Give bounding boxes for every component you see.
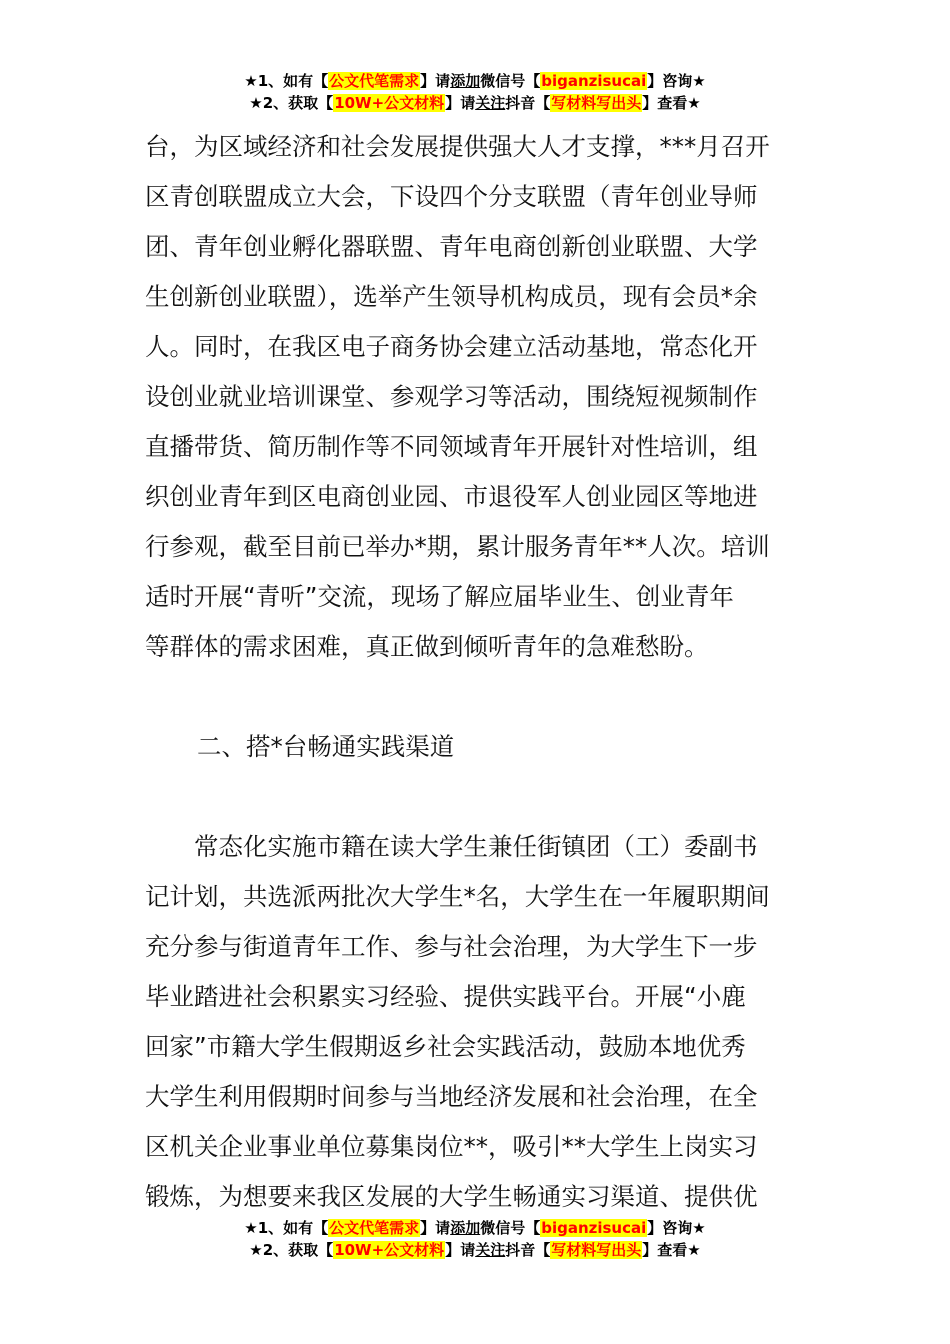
section-heading bbox=[145, 722, 807, 772]
banner-underlined: 关注 bbox=[475, 1241, 506, 1259]
banner-text: ★1、如有【 bbox=[244, 72, 329, 90]
banner-highlight: biganzisucai bbox=[541, 1219, 647, 1237]
top-banner bbox=[0, 70, 950, 114]
banner-text: 抖音【 bbox=[505, 94, 551, 112]
text-line: 锻炼，为想要来我区发展的大学生畅通实习渠道、提供优 bbox=[145, 1182, 758, 1211]
banner-text: 】咨询★ bbox=[647, 72, 706, 90]
text-line: 大学生利用假期时间参与当地经济发展和社会治理，在全 bbox=[145, 1082, 758, 1111]
banner-line-1 bbox=[0, 70, 950, 92]
banner-highlight: 写材料写出头 bbox=[551, 94, 642, 112]
banner-underlined: 添加 bbox=[450, 72, 481, 90]
text-line: 毕业踏进社会积累实习经验、提供实践平台。开展“小鹿 bbox=[145, 982, 746, 1011]
text-line: 直播带货、简历制作等不同领域青年开展针对性培训，组 bbox=[145, 432, 758, 461]
text-line: 行参观，截至目前已举办*期，累计服务青年**人次。培训 bbox=[145, 532, 770, 561]
banner-text: 微信号【 bbox=[480, 1219, 541, 1237]
text-line: 区青创联盟成立大会，下设四个分支联盟（青年创业导师 bbox=[145, 182, 758, 211]
text-line: 记计划，共选派两批次大学生*名，大学生在一年履职期间 bbox=[145, 882, 770, 911]
text-line: 回家”市籍大学生假期返乡社会实践活动，鼓励本地优秀 bbox=[145, 1032, 746, 1061]
document-body bbox=[145, 122, 807, 1222]
text-line: 团、青年创业孵化器联盟、青年电商创新创业联盟、大学 bbox=[145, 232, 758, 261]
text-line: 织创业青年到区电商创业园、市退役军人创业园区等地进 bbox=[145, 482, 758, 511]
banner-text: 抖音【 bbox=[505, 1241, 551, 1259]
banner-line-2 bbox=[0, 1239, 950, 1261]
banner-text: 】请 bbox=[420, 72, 451, 90]
text-line: 台，为区域经济和社会发展提供强大人才支撑，***月召开 bbox=[145, 132, 770, 161]
banner-text: 微信号【 bbox=[480, 72, 541, 90]
text-line: 等群体的需求困难，真正做到倾听青年的急难愁盼。 bbox=[145, 632, 709, 661]
banner-line-2 bbox=[0, 92, 950, 114]
banner-text: 】查看★ bbox=[642, 1241, 701, 1259]
banner-text: ★2、获取【 bbox=[249, 1241, 334, 1259]
text-line: 生创新创业联盟），选举产生领导机构成员，现有会员*余 bbox=[145, 282, 758, 311]
banner-underlined: 关注 bbox=[475, 94, 506, 112]
text-line: 区机关企业事业单位募集岗位**，吸引**大学生上岗实习 bbox=[145, 1132, 758, 1161]
paragraph-1 bbox=[145, 122, 807, 672]
section-heading-text: 二、搭*台畅通实践渠道 bbox=[197, 732, 455, 761]
banner-highlight: 公文代笔需求 bbox=[329, 1219, 420, 1237]
banner-line-1 bbox=[0, 1217, 950, 1239]
banner-text: 】请 bbox=[445, 1241, 476, 1259]
banner-highlight: 写材料写出头 bbox=[551, 1241, 642, 1259]
text-line: 充分参与街道青年工作、参与社会治理，为大学生下一步 bbox=[145, 932, 758, 961]
banner-highlight: 10W+公文材料 bbox=[334, 1241, 445, 1259]
banner-underlined: 添加 bbox=[450, 1219, 481, 1237]
banner-text: ★2、获取【 bbox=[249, 94, 334, 112]
banner-highlight: biganzisucai bbox=[541, 72, 647, 90]
bottom-banner bbox=[0, 1217, 950, 1261]
banner-text: 】咨询★ bbox=[647, 1219, 706, 1237]
banner-highlight: 10W+公文材料 bbox=[334, 94, 445, 112]
banner-text: 】查看★ bbox=[642, 94, 701, 112]
paragraph-2 bbox=[145, 822, 807, 1222]
banner-text: ★1、如有【 bbox=[244, 1219, 329, 1237]
text-line: 常态化实施市籍在读大学生兼任街镇团（工）委副书 bbox=[145, 832, 758, 861]
text-line: 人。同时，在我区电子商务协会建立活动基地，常态化开 bbox=[145, 332, 758, 361]
banner-highlight: 公文代笔需求 bbox=[329, 72, 420, 90]
text-line: 适时开展“青听”交流，现场了解应届毕业生、创业青年 bbox=[145, 582, 734, 611]
banner-text: 】请 bbox=[445, 94, 476, 112]
banner-text: 】请 bbox=[420, 1219, 451, 1237]
text-line: 设创业就业培训课堂、参观学习等活动，围绕短视频制作 bbox=[145, 382, 758, 411]
